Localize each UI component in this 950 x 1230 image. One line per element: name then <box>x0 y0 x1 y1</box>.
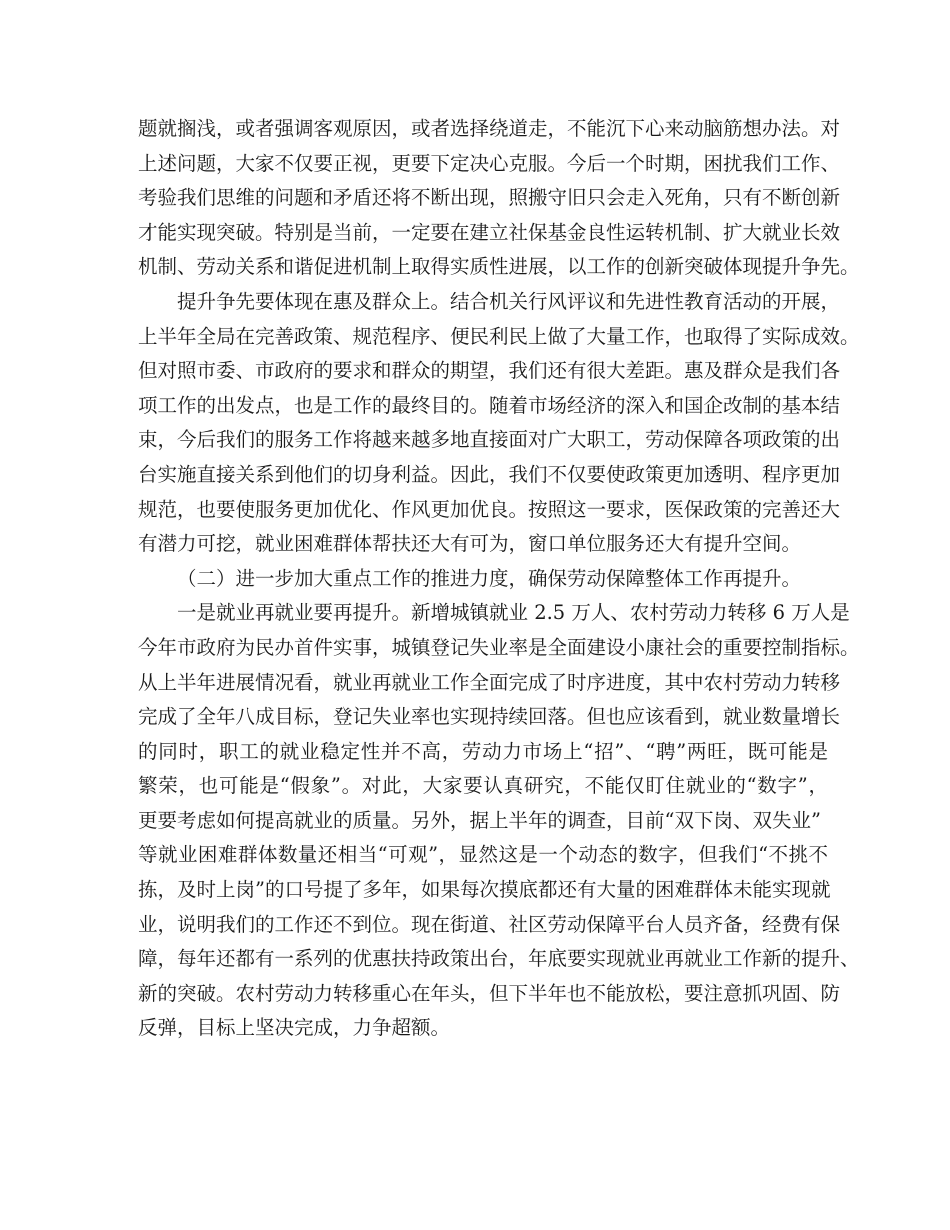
text-line: 完成了全年八成目标，登记失业率也实现持续回落。但也应该看到，就业数量增长 <box>138 705 841 729</box>
text-line: 一是就业再就业要再提升。新增城镇就业 2.5 万人、农村劳动力转移 6 万人是 <box>177 601 850 625</box>
text-line: 有潜力可挖，就业困难群体帮扶还大有可为，窗口单位服务还大有提升空间。 <box>138 532 802 556</box>
text-line: 才能实现突破。特别是当前，一定要在建立社保基金良性运转机制、扩大就业长效 <box>138 220 841 244</box>
text-line: 上半年全局在完善政策、规范程序、便民利民上做了大量工作，也取得了实际成效。 <box>138 324 860 348</box>
text-line: 但对照市委、市政府的要求和群众的期望，我们还有很大差距。惠及群众是我们各 <box>138 359 841 383</box>
text-line: 繁荣，也可能是“假象”。对此，大家要认真研究，不能仅盯住就业的“数字”， <box>138 774 828 798</box>
text-line: 项工作的出发点，也是工作的最终目的。随着市场经济的深入和国企改制的基本结 <box>138 393 841 417</box>
text-line: 提升争先要体现在惠及群众上。结合机关行风评议和先进性教育活动的开展， <box>177 289 841 313</box>
text-line: 业，说明我们的工作还不到位。现在街道、社区劳动保障平台人员齐备，经费有保 <box>138 912 841 936</box>
text-line: 从上半年进展情况看，就业再就业工作全面完成了时序进度，其中农村劳动力转移 <box>138 670 841 694</box>
text-line: 台实施直接关系到他们的切身利益。因此，我们不仅要使政策更加透明、程序更加 <box>138 462 841 486</box>
text-line: 反弹，目标上坚决完成，力争超额。 <box>138 1016 451 1040</box>
text-line: 束，今后我们的服务工作将越来越多地直接面对广大职工，劳动保障各项政策的出 <box>138 428 841 452</box>
text-line: 更要考虑如何提高就业的质量。另外，据上半年的调查，目前“双下岗、双失业” <box>138 808 821 832</box>
text-line: 今年市政府为民办首件实事，城镇登记失业率是全面建设小康社会的重要控制指标。 <box>138 635 860 659</box>
text-line: 障，每年还都有一系列的优惠扶持政策出台，年底要实现就业再就业工作新的提升、 <box>138 947 860 971</box>
text-line: 新的突破。农村劳动力转移重心在年头，但下半年也不能放松，要注意抓巩固、防 <box>138 981 841 1005</box>
text-line: 机制、劳动关系和谐促进机制上取得实质性进展，以工作的创新突破体现提升争先。 <box>138 255 860 279</box>
text-line: 等就业困难群体数量还相当“可观”，显然这是一个动态的数字，但我们“不挑不 <box>138 843 828 867</box>
text-line: 拣，及时上岗”的口号提了多年，如果每次摸底都还有大量的困难群体未能实现就 <box>138 878 831 902</box>
text-line: 规范，也要使服务更加优化、作风更加优良。按照这一要求，医保政策的完善还大 <box>138 497 841 521</box>
body-text <box>138 112 860 1046</box>
text-line: （二）进一步加大重点工作的推进力度，确保劳动保障整体工作再提升。 <box>177 566 802 590</box>
text-line: 的同时，职工的就业稳定性并不高，劳动力市场上“招”、“聘”两旺，既可能是 <box>138 739 828 763</box>
text-line: 考验我们思维的问题和矛盾还将不断出现，照搬守旧只会走入死角，只有不断创新 <box>138 186 841 210</box>
text-line: 上述问题，大家不仅要正视，更要下定决心克服。今后一个时期，困扰我们工作、 <box>138 151 841 175</box>
text-line: 题就搁浅，或者强调客观原因，或者选择绕道走，不能沉下心来动脑筋想办法。对 <box>138 117 841 140</box>
